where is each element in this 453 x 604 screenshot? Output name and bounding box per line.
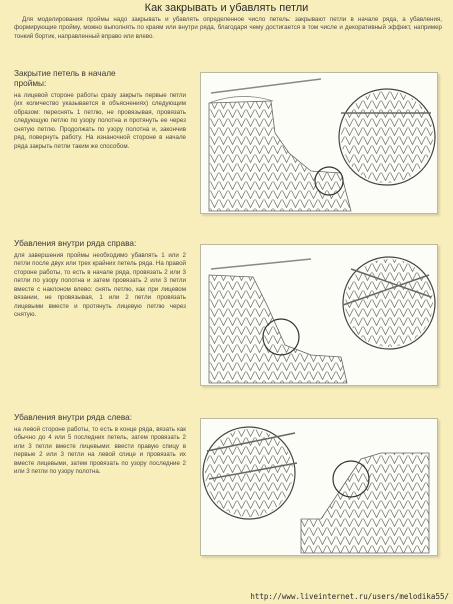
section-bind-off	[14, 68, 186, 151]
knitting-diagram	[201, 419, 437, 555]
knitting-diagram	[201, 245, 437, 385]
illustration-bind-off	[200, 72, 438, 214]
section-body: для завершения проймы необходимо убавлять 1 или 2 петли после двух или трех крайних петель ряда. На правой стороне работы, то есть в начале ряда, провязать 2 или 3 петли по узору полотна и затем провязать 2 или 3 петли вместе с наклоном влево: снять петлю, как при лицевом вязании, не провязывая, 1 или 2 петли провязать лицевыми вместе и протянуть лицевую петлю через снятую.	[14, 252, 186, 319]
section-heading: Убавления внутри ряда слева:	[14, 412, 133, 422]
page-title: Как закрывать и убавлять петли	[144, 2, 309, 14]
section-body: на лицевой стороне работы сразу закрыть первые петли (их количество указывается в объяснениях) следующим образом: переснять 1 петлю, не провязывая, провязать следующую петлю по узору полотна и протянуть ее через снятую петлю. Продолжать по узору полотна и, закончив ряд, повернуть работу. На изнаночной стороне в начале ряда закрыть петли таким же способом.	[14, 92, 186, 150]
section-body: на левой стороне работы, то есть в конце ряда, вязать как обычно до 4 или 5 последних петель, затем провязать 2 или 3 петли вместе лицевыми: ввести правую спицу в первые 2 или 3 петли на левой спице и провязать их вместе лицевыми, затем провязать по узору последние 2 или 3 петли по узору полотна.	[14, 426, 186, 476]
section-decrease-left	[14, 412, 186, 477]
illustration-decrease-right	[200, 244, 438, 386]
illustration-decrease-left	[200, 418, 438, 556]
knitting-diagram	[201, 73, 437, 213]
section-heading: Убавления внутри ряда справа:	[14, 238, 137, 248]
section-decrease-right	[14, 238, 186, 320]
intro-paragraph: Для моделирования проймы надо закрывать и убавлять определенное число петель: закрывают петли в начале ряда, а убавления, формирующие пройму, можно выполнять по краям или внутри ряда, благодаря чему достигается в том числе и декоративный эффект, например тонкий бортик, направленный вправо или влево.	[14, 16, 442, 40]
source-credit: http://www.liveinternet.ru/users/melodika55/	[250, 592, 449, 601]
section-heading: Закрытие петель в начале проймы:	[14, 68, 116, 88]
